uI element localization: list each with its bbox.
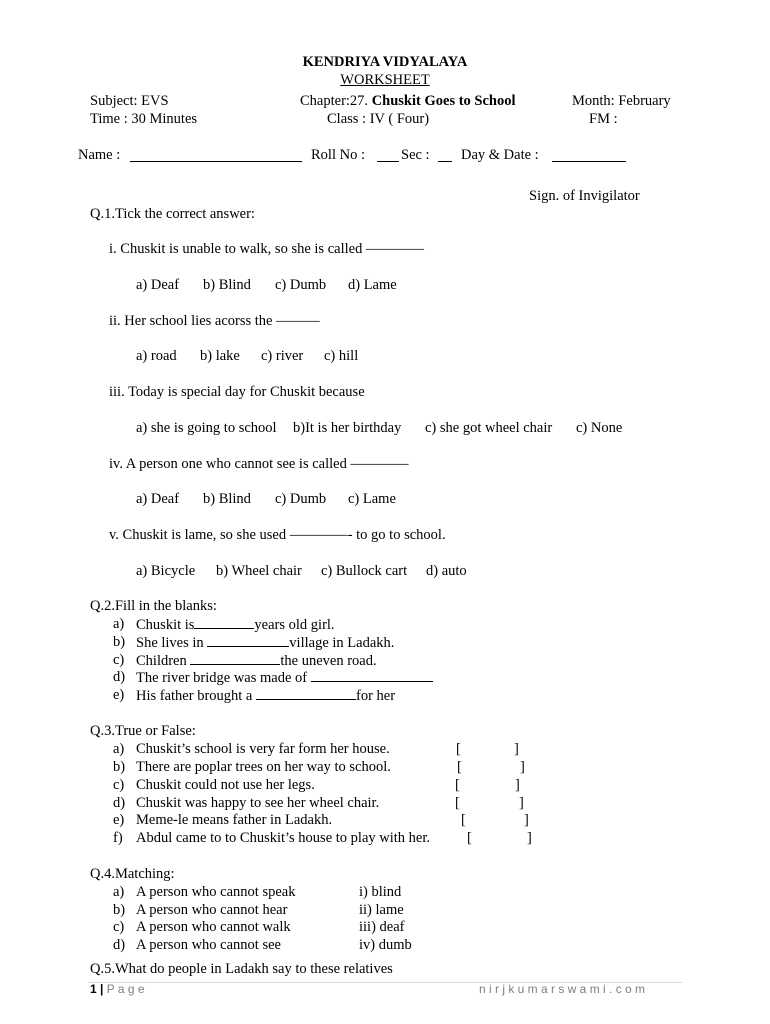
answer-bracket-open: [ — [461, 812, 466, 828]
q1-question: ii. Her school lies acorss the ——— — [109, 313, 320, 329]
name-label: Name : — [78, 147, 121, 163]
q1-question: iv. A person one who cannot see is called ———— — [109, 456, 409, 472]
answer-bracket-open: [ — [456, 741, 461, 757]
option-b: b) Blind — [203, 277, 251, 293]
list-item: e) Meme-le means father in Ladakh. [ ] — [113, 812, 529, 828]
option-a: a) Deaf — [136, 491, 180, 507]
chapter-line — [300, 93, 516, 110]
option-d: c) Lame — [348, 491, 396, 507]
list-item: a) Chuskit is years old girl. — [113, 616, 335, 633]
fill-blank — [190, 652, 280, 665]
option-d: d) Lame — [348, 277, 397, 293]
answer-bracket-open: [ — [467, 830, 472, 846]
worksheet-label: WORKSHEET — [340, 72, 430, 88]
fill-blank — [207, 634, 289, 647]
chapter-title: Chuskit Goes to School — [371, 93, 516, 109]
fill-blank — [311, 669, 433, 682]
date-label: Day & Date : — [461, 147, 539, 163]
month-text: Month: February — [572, 93, 671, 109]
name-blank — [130, 149, 302, 162]
list-item: b) A person who cannot hear ii) lame — [113, 902, 404, 918]
list-item: f) Abdul came to to Chuskit’s house to play with her. [ ] — [113, 830, 532, 846]
q3-title: Q.3.True or False: — [90, 723, 196, 739]
answer-bracket-close: ] — [520, 759, 525, 775]
q5-title: Q.5.What do people in Ladakh say to these relatives — [90, 961, 393, 977]
list-item: b) She lives in village in Ladakh. — [113, 634, 395, 651]
answer-bracket-close: ] — [524, 812, 529, 828]
list-item: d) The river bridge was made of — [0, 669, 770, 687]
list-item: a) Chuskit’s school is very far form her house. [ ] — [113, 741, 519, 757]
time-text: Time : 30 Minutes — [90, 111, 198, 127]
option-c: c) Bullock cart — [321, 563, 408, 579]
option-d: d) auto — [426, 563, 467, 579]
fill-blank — [256, 687, 356, 700]
fm-text: FM : — [589, 111, 618, 127]
date-blank — [552, 149, 626, 162]
roll-blank — [377, 149, 399, 162]
option-a: a) Deaf — [136, 277, 180, 293]
option-c: c) Dumb — [275, 491, 327, 507]
answer-bracket-close: ] — [515, 777, 520, 793]
answer-bracket-close: ] — [519, 795, 524, 811]
footer-website: n i r j k u m a r s w a m i . c o m — [479, 982, 646, 996]
answer-bracket-close: ] — [514, 741, 519, 757]
list-item: a) A person who cannot speak i) blind — [113, 884, 402, 900]
list-item: d) Chuskit was happy to see her wheel chair. [ ] — [113, 795, 524, 811]
sec-label: Sec : — [401, 147, 430, 163]
school-name: KENDRIYA VIDYALAYA — [302, 54, 468, 70]
list-item: c) A person who cannot walk iii) deaf — [113, 919, 405, 935]
option-c: c) river — [261, 348, 304, 364]
list-item: b) There are poplar trees on her way to school. [ ] — [113, 759, 525, 775]
q1-question: v. Chuskit is lame, so she used ————- to go to school. — [109, 527, 446, 543]
option-a: a) road — [136, 348, 177, 364]
chapter-prefix: Chapter:27. — [300, 93, 369, 109]
invigilator-sign: Sign. of Invigilator — [529, 188, 640, 204]
list-item: c) Chuskit could not use her legs. [ ] — [113, 777, 520, 793]
q1-question: i. Chuskit is unable to walk, so she is called ———— — [109, 241, 424, 257]
option-d: c) None — [576, 420, 623, 436]
answer-bracket-open: [ — [455, 795, 460, 811]
option-b: b) Wheel chair — [216, 563, 302, 579]
option-a: a) she is going to school — [136, 420, 277, 436]
q4-title: Q.4.Matching: — [90, 866, 175, 882]
q1-question: iii. Today is special day for Chuskit because — [109, 384, 365, 400]
fill-blank — [194, 616, 254, 629]
answer-bracket-open: [ — [457, 759, 462, 775]
option-b: b) lake — [200, 348, 240, 364]
subject-text: Subject: EVS — [90, 93, 169, 109]
page-number: 1 | P a g e — [90, 982, 145, 996]
answer-bracket-close: ] — [527, 830, 532, 846]
option-c: c) Dumb — [275, 277, 327, 293]
class-text: Class : IV ( Four) — [327, 111, 430, 127]
option-c: c) she got wheel chair — [425, 420, 553, 436]
list-item: c) Children the uneven road. — [113, 652, 377, 669]
option-b: b)It is her birthday — [293, 420, 402, 436]
option-a: a) Bicycle — [136, 563, 196, 579]
list-item: e) His father brought a for her — [113, 687, 396, 704]
answer-bracket-open: [ — [455, 777, 460, 793]
q1-title: Q.1.Tick the correct answer: — [90, 206, 255, 222]
roll-label: Roll No : — [311, 147, 365, 163]
q2-title: Q.2.Fill in the blanks: — [90, 598, 217, 614]
list-item: d) A person who cannot see iv) dumb — [113, 937, 412, 953]
option-b: b) Blind — [203, 491, 251, 507]
sec-blank — [438, 149, 452, 162]
option-d: c) hill — [324, 348, 359, 364]
